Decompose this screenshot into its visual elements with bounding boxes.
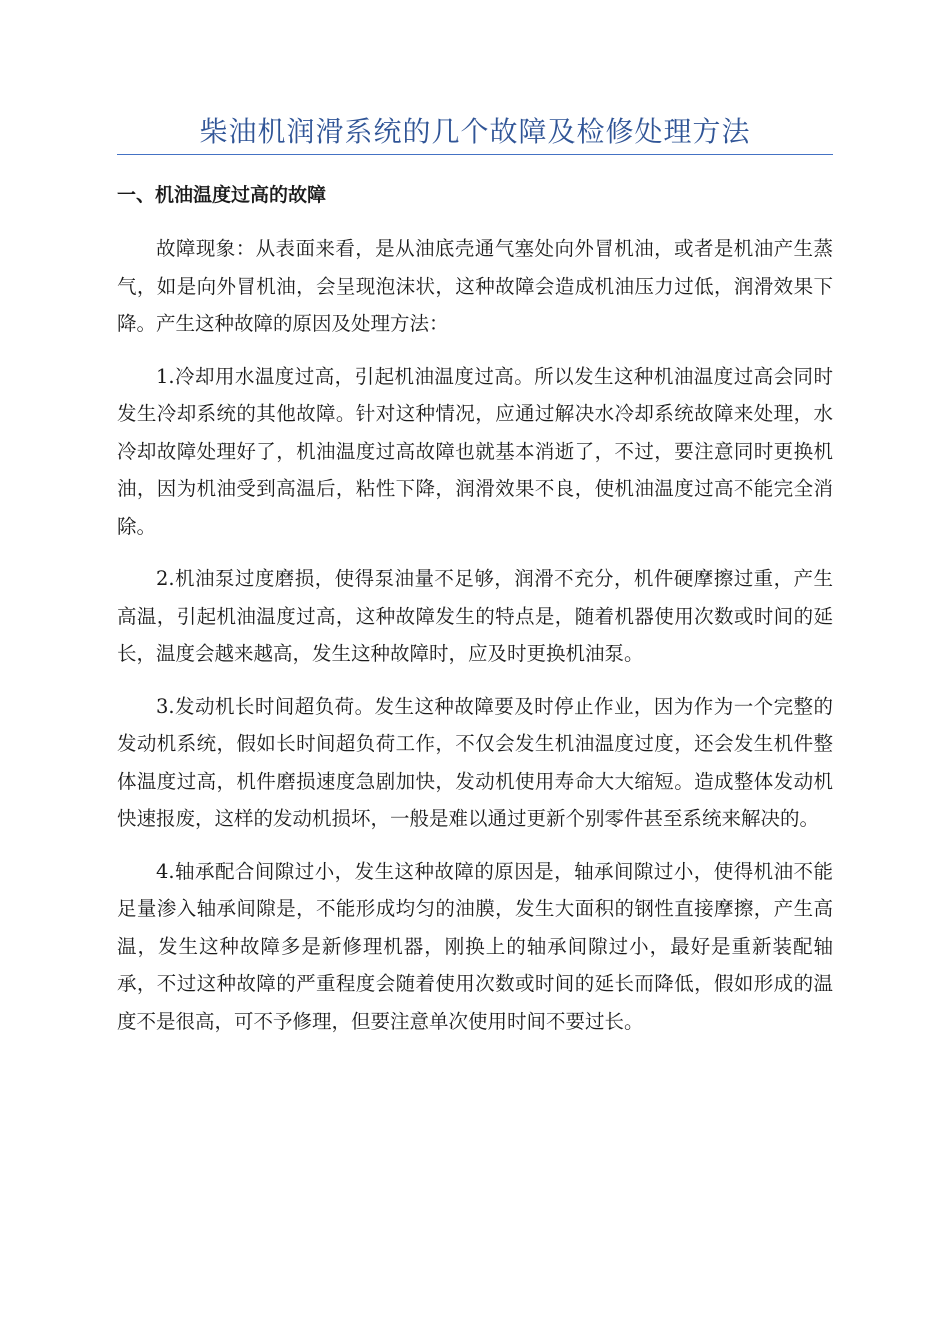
cause-item-4: 4.轴承配合间隙过小，发生这种故障的原因是，轴承间隙过小，使得机油不能足量渗入轴承间隙是，不能形成均匀的油膜，发生大面积的钢性直接摩擦，产生高温，发生这种故障多是新修理机器，刚换上的轴承间隙过小，最好是重新装配轴承，不过这种故障的严重程度会随着使用次数或时间的延长而降低，假如形成的温度不是很高，可不予修理，但要注意单次使用时间不要过长。	[117, 859, 833, 1033]
cause-item-2: 2.机油泵过度磨损，使得泵油量不足够，润滑不充分，机件硬摩擦过重，产生高温，引起机油温度过高，这种故障发生的特点是，随着机器使用次数或时间的延长，温度会越来越高，发生这种故障时，应及时更换机油泵。	[117, 567, 833, 665]
document-title: 柴油机润滑系统的几个故障及检修处理方法	[117, 112, 833, 155]
document-page	[117, 112, 833, 1040]
cause-item-1: 1.冷却用水温度过高，引起机油温度过高。所以发生这种机油温度过高会同时发生冷却系统的其他故障。针对这种情况，应通过解决水冷却系统故障来处理，水冷却故障处理好了，机油温度过高故障也就基本消逝了，不过，要注意同时更换机油，因为机油受到高温后，粘性下降，润滑效果不良，使机油温度过高不能完全消除。	[117, 364, 833, 538]
section-heading: 一、机油温度过高的故障	[117, 184, 327, 206]
intro-paragraph: 故障现象：从表面来看，是从油底壳通气塞处向外冒机油，或者是机油产生蒸气，如是向外冒机油，会呈现泡沫状，这种故障会造成机油压力过低，润滑效果下降。产生这种故障的原因及处理方法：	[117, 237, 833, 335]
cause-item-3: 3.发动机长时间超负荷。发生这种故障要及时停止作业，因为作为一个完整的发动机系统，假如长时间超负荷工作，不仅会发生机油温度过度，还会发生机件整体温度过高，机件磨损速度急剧加快，发动机使用寿命大大缩短。造成整体发动机快速报废，这样的发动机损坏，一般是难以通过更新个别零件甚至系统来解决的。	[117, 694, 833, 830]
